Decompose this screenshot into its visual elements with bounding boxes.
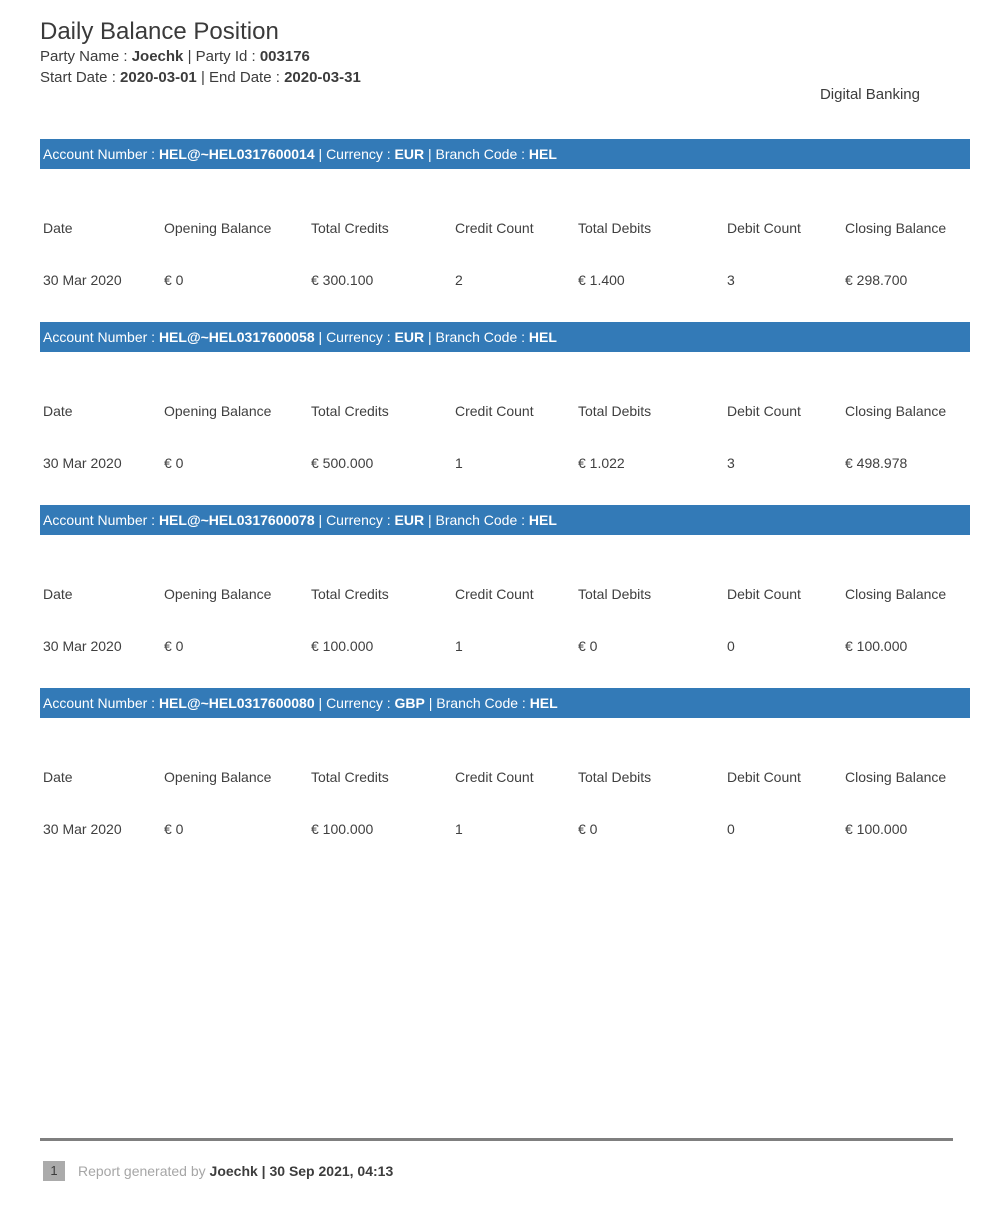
table-row [40,456,970,471]
end-date-value: 2020-03-31 [284,69,361,86]
currency-label: Currency : [326,146,395,162]
branch-code-label: Branch Code : [435,146,529,162]
account-header-bar [40,139,970,169]
table-header-row [40,587,970,602]
date-range-meta-line [40,67,970,88]
column-header-opening-balance: Opening Balance [164,220,272,236]
cell-date: 30 Mar 2020 [43,455,122,471]
table-row [40,639,970,654]
column-header-date: Date [43,586,73,602]
branch-code-value: HEL [528,329,557,345]
cell-credit-count: 1 [455,821,463,837]
report-footer [40,1138,953,1181]
generated-by-value: Joechk | 30 Sep 2021, 04:13 [209,1163,394,1179]
cell-debit-count: 3 [727,272,735,288]
cell-closing-balance: € 498.978 [845,455,908,471]
start-date-label: Start Date : [40,69,121,86]
cell-closing-balance: € 298.700 [845,272,908,288]
column-header-total-credits: Total Credits [311,769,389,785]
account-number-value: HEL@~HEL0317600014 [158,146,315,162]
table-row [40,273,970,288]
column-header-date: Date [43,220,73,236]
column-header-closing-balance: Closing Balance [845,403,947,419]
column-header-closing-balance: Closing Balance [845,769,947,785]
cell-closing-balance: € 100.000 [845,638,908,654]
footer-row [40,1161,953,1181]
branch-code-label: Branch Code : [435,512,529,528]
column-header-opening-balance: Opening Balance [164,769,272,785]
account-sections [40,139,970,837]
bar-separator: | [424,146,436,162]
column-header-total-debits: Total Debits [578,220,652,236]
account-number-value: HEL@~HEL0317600058 [158,329,315,345]
account-number-value: HEL@~HEL0317600078 [158,512,315,528]
branch-code-value: HEL [529,695,558,711]
cell-total-credits: € 100.000 [311,638,374,654]
table-row [40,822,970,837]
column-header-total-credits: Total Credits [311,220,389,236]
table-header-row [40,221,970,236]
column-header-credit-count: Credit Count [455,403,534,419]
party-name-value: Joechk [131,48,184,65]
currency-value: GBP [394,695,425,711]
party-separator: | [183,48,196,65]
column-header-debit-count: Debit Count [727,403,801,419]
currency-label: Currency : [326,695,395,711]
account-header-bar [40,688,970,718]
account-section-1 [40,139,970,288]
column-header-debit-count: Debit Count [727,220,801,236]
account-number-value: HEL@~HEL0317600080 [158,695,315,711]
cell-total-credits: € 500.000 [311,455,374,471]
table-header-row [40,404,970,419]
account-number-label: Account Number : [43,695,159,711]
account-number-label: Account Number : [43,146,159,162]
column-header-date: Date [43,769,73,785]
currency-label: Currency : [326,329,395,345]
column-header-total-debits: Total Debits [578,403,652,419]
column-header-opening-balance: Opening Balance [164,586,272,602]
party-id-label: Party Id : [195,48,260,65]
column-header-opening-balance: Opening Balance [164,403,272,419]
currency-value: EUR [394,329,425,345]
bar-separator: | [314,329,327,345]
report-generated-text [78,1161,393,1181]
account-section-2 [40,322,970,471]
cell-opening-balance: € 0 [164,821,184,837]
cell-date: 30 Mar 2020 [43,638,122,654]
cell-opening-balance: € 0 [164,455,184,471]
account-section-4 [40,688,970,837]
branch-code-label: Branch Code : [436,695,530,711]
cell-total-credits: € 100.000 [311,821,374,837]
account-section-3 [40,505,970,654]
page-number-box[interactable]: 1 [43,1161,65,1181]
cell-date: 30 Mar 2020 [43,272,122,288]
table-header-row [40,770,970,785]
bar-separator: | [424,329,436,345]
date-separator: | [196,69,210,86]
currency-label: Currency : [326,512,395,528]
cell-total-debits: € 1.022 [578,455,625,471]
account-number-label: Account Number : [43,512,159,528]
start-date-value: 2020-03-01 [120,69,197,86]
column-header-credit-count: Credit Count [455,769,534,785]
column-header-total-credits: Total Credits [311,586,389,602]
cell-date: 30 Mar 2020 [43,821,122,837]
bar-separator: | [314,146,327,162]
column-header-total-credits: Total Credits [311,403,389,419]
cell-debit-count: 0 [727,821,735,837]
bar-separator: | [424,512,436,528]
bar-separator: | [314,695,327,711]
cell-credit-count: 1 [455,455,463,471]
party-meta-line [40,46,970,67]
bar-separator: | [424,695,437,711]
column-header-closing-balance: Closing Balance [845,220,947,236]
end-date-label: End Date : [209,69,285,86]
column-header-debit-count: Debit Count [727,769,801,785]
cell-opening-balance: € 0 [164,272,184,288]
bar-separator: | [314,512,327,528]
cell-closing-balance: € 100.000 [845,821,908,837]
column-header-debit-count: Debit Count [727,586,801,602]
cell-total-debits: € 0 [578,821,598,837]
column-header-closing-balance: Closing Balance [845,586,947,602]
account-number-label: Account Number : [43,329,159,345]
account-header-bar [40,505,970,535]
column-header-credit-count: Credit Count [455,586,534,602]
column-header-credit-count: Credit Count [455,220,534,236]
cell-total-credits: € 300.100 [311,272,374,288]
generated-by-label: Report generated by [78,1163,210,1179]
cell-total-debits: € 0 [578,638,598,654]
page-title: Daily Balance Position [40,18,279,45]
footer-divider [40,1138,953,1141]
cell-credit-count: 2 [455,272,463,288]
cell-debit-count: 3 [727,455,735,471]
cell-credit-count: 1 [455,638,463,654]
branch-code-value: HEL [528,512,557,528]
cell-debit-count: 0 [727,638,735,654]
currency-value: EUR [394,512,425,528]
brand-label: Digital Banking [819,86,920,103]
branch-code-value: HEL [528,146,557,162]
party-id-value: 003176 [259,48,310,65]
column-header-total-debits: Total Debits [578,586,652,602]
party-name-label: Party Name : [40,48,132,65]
column-header-date: Date [43,403,73,419]
currency-value: EUR [394,146,425,162]
cell-opening-balance: € 0 [164,638,184,654]
column-header-total-debits: Total Debits [578,769,652,785]
branch-code-label: Branch Code : [435,329,529,345]
account-header-bar [40,322,970,352]
cell-total-debits: € 1.400 [578,272,625,288]
